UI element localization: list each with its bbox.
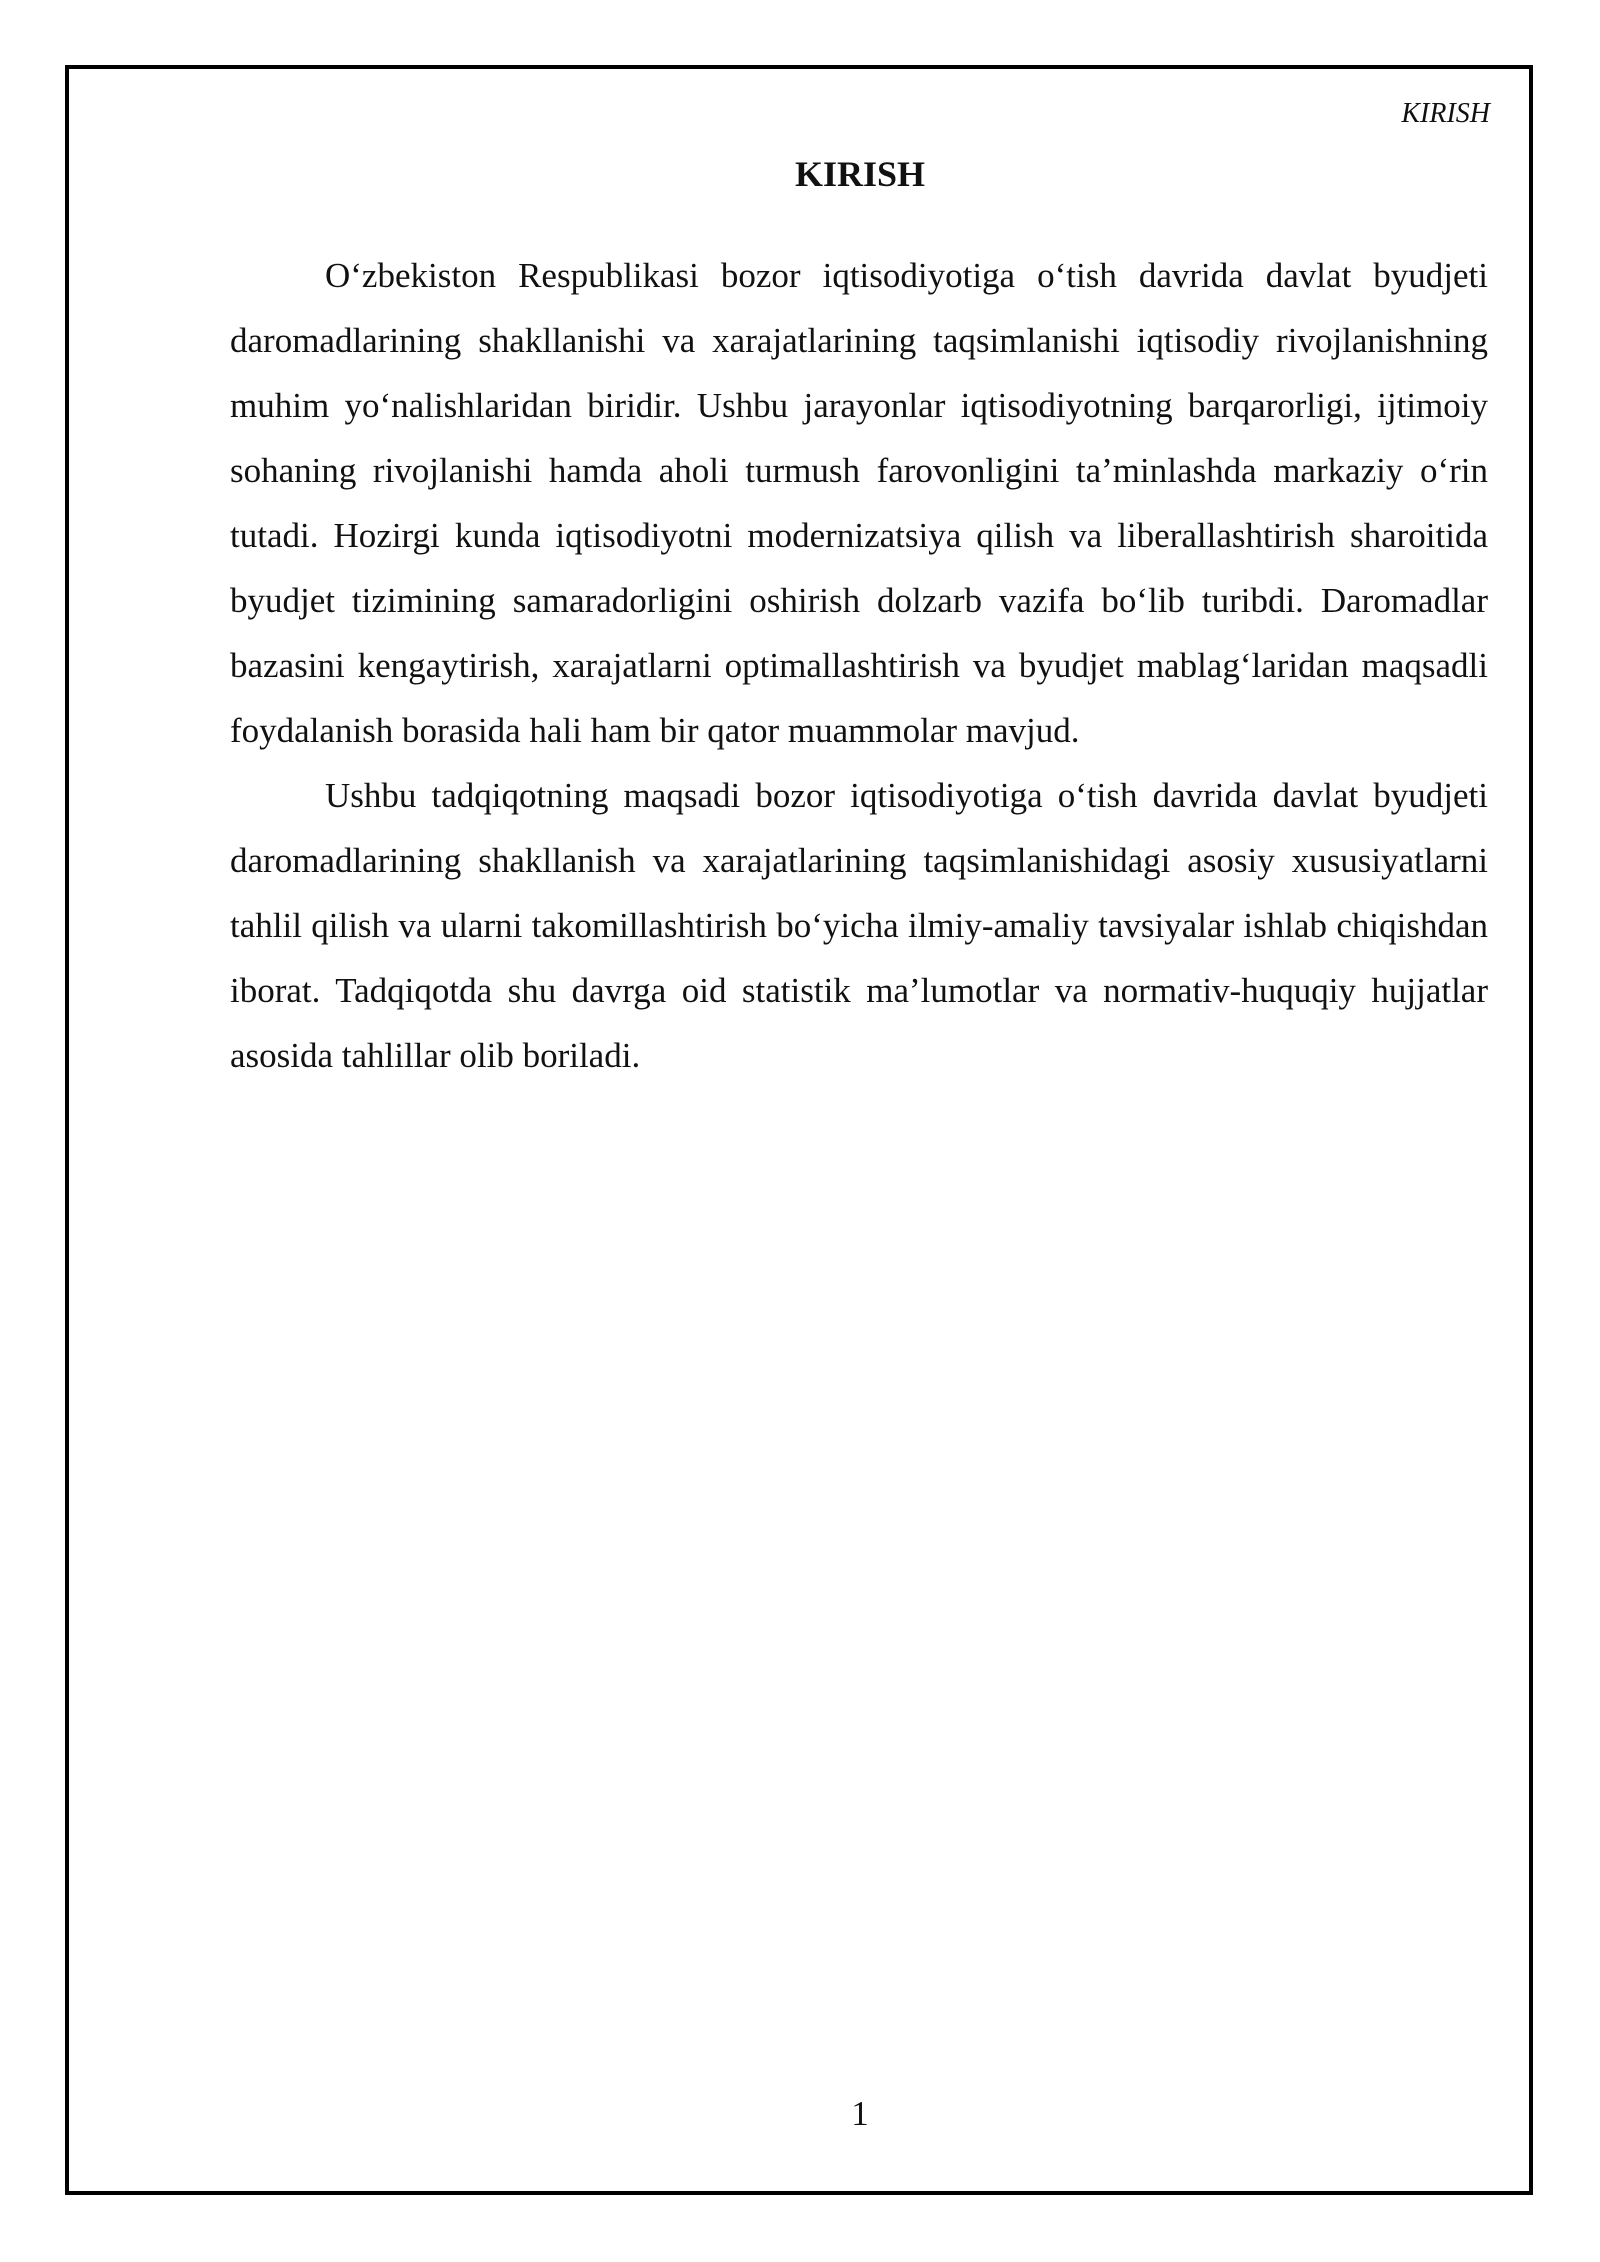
page-title: KIRISH xyxy=(794,154,926,194)
body-text xyxy=(230,243,1488,1088)
page-number: 1 xyxy=(851,2094,869,2133)
running-header: KIRISH xyxy=(1401,98,1490,129)
paragraph: Ushbu tadqiqotning maqsadi bozor iqtisodiyotiga o‘tish davrida davlat byudjeti daromadlarining shakllanish va xarajatlarining taqsimlanishidagi asosiy xususiyatlarni tahlil qilish va ularni takomillashtirish bo‘yicha ilmiy-amaliy tavsiyalar ishlab chiqishdan iborat. Tadqiqotda shu davrga oid statistik ma’lumotlar va normativ-huquqiy hujjatlar asosida tahlillar olib boriladi. xyxy=(230,776,1488,1075)
paragraph: O‘zbekiston Respublikasi bozor iqtisodiyotiga o‘tish davrida davlat byudjeti daromadlarining shakllanishi va xarajatlarining taqsimlanishi iqtisodiy rivojlanishning muhim yo‘nalishlaridan biridir. Ushbu jarayonlar iqtisodiyotning barqarorligi, ijtimoiy sohaning rivojlanishi hamda aholi turmush farovonligini ta’minlashda markaziy o‘rin tutadi. Hozirgi kunda iqtisodiyotni modernizatsiya qilish va liberallashtirish sharoitida byudjet tizimining samaradorligini oshirish dolzarb vazifa bo‘lib turibdi. Daromadlar bazasini kengaytirish, xarajatlarni optimallashtirish va byudjet mablag‘laridan maqsadli foydalanish borasida hali ham bir qator muammolar mavjud. xyxy=(230,256,1488,750)
